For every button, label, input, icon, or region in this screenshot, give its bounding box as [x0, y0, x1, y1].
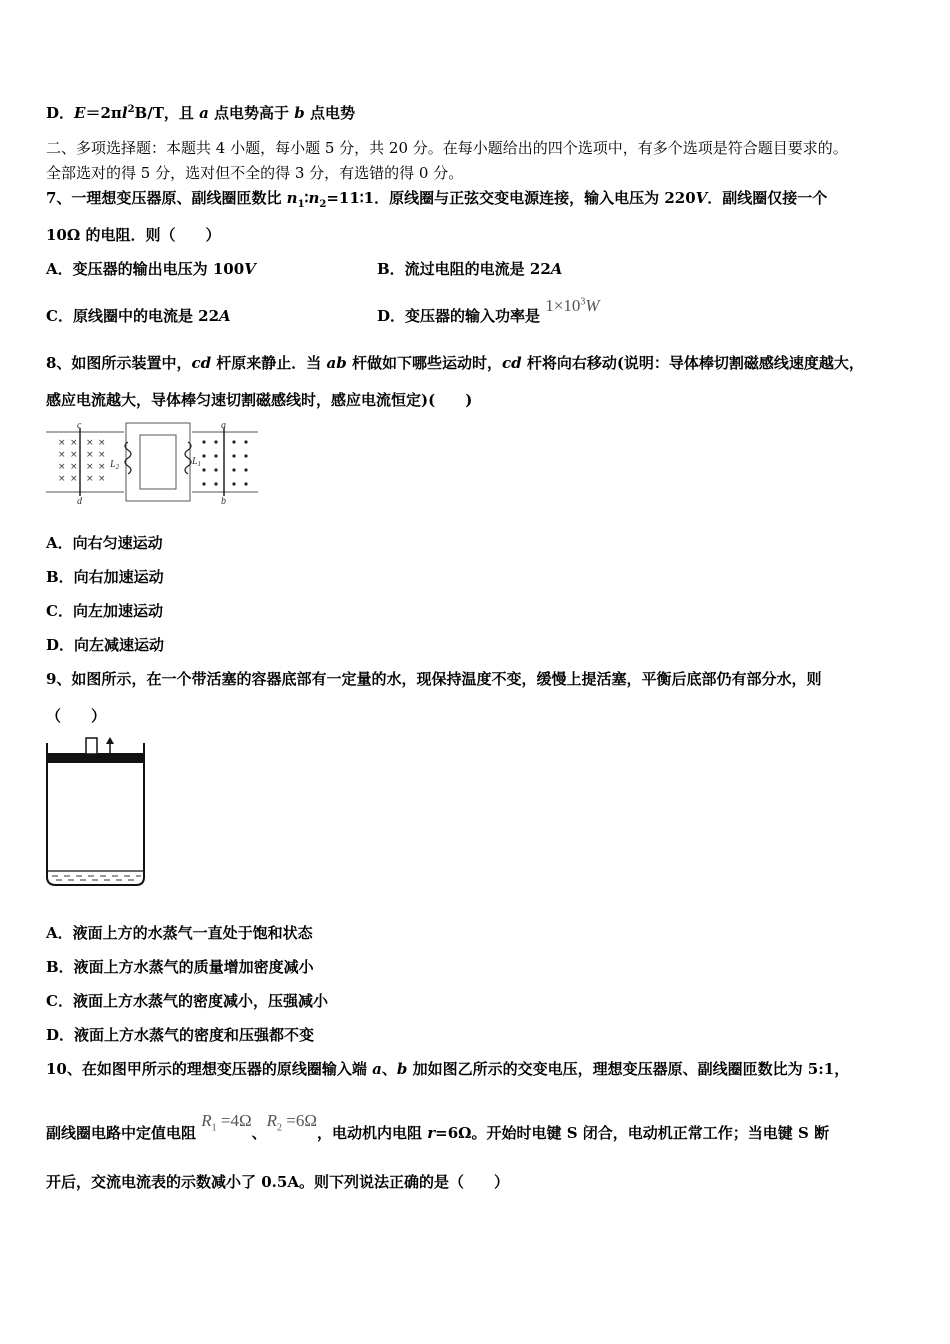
- q10-stem-line3: 开后，交流电流表的示数减小了 0.5A。则下列说法正确的是（ ）: [46, 1173, 509, 1191]
- cross-mark: ×: [86, 474, 94, 484]
- q8-option-c: C．向左加速运动: [46, 602, 163, 620]
- label-b: b: [221, 496, 226, 505]
- q7-option-c: C．原线圈中的电流是 22A: [46, 307, 231, 325]
- label-L2: $L_2$: [110, 459, 120, 471]
- q6-option-d: D．$E=2\pi l^2B/T$，且 a 点电势高于 b 点电势: [46, 104, 356, 122]
- label-a: a: [221, 420, 226, 431]
- cross-mark: ×: [58, 438, 66, 448]
- q7-option-b: B．流过电阻的电流是 22A: [377, 260, 563, 278]
- label-d: d: [77, 496, 82, 505]
- cross-mark: ×: [58, 474, 66, 484]
- q9-stem-line2: （ ）: [46, 707, 107, 725]
- q9-option-b: B．液面上方水蒸气的质量增加密度减小: [46, 958, 314, 976]
- section2-instructions-line1: 二、多项选择题：本题共 4 小题，每小题 5 分，共 20 分。在每小题给出的四个选项中，有多个选项是符合题目要求的。: [46, 139, 848, 157]
- q10-stem-line2: 副线圈电路中定值电阻 $R_1 =4\Omega$、$R_2 =6\Omega$，电动机内电阻 r=6Ω。开始时电键 S 闭合，电动机正常工作；当电键 S 断: [46, 1111, 830, 1142]
- q9-piston-container-figure: [44, 735, 148, 895]
- q9-option-d: D．液面上方水蒸气的密度和压强都不变: [46, 1026, 315, 1044]
- cross-mark: ×: [98, 474, 106, 484]
- cross-mark: ×: [70, 450, 78, 460]
- cross-mark: ×: [98, 450, 106, 460]
- q8-stem: 8、如图所示装置中，cd 杆原来静止．当 ab 杆做如下哪些运动时，cd 杆将向右移动(说明：导体棒切割磁感线速度越大，: [46, 354, 864, 372]
- q9-option-c: C．液面上方水蒸气的密度减小，压强减小: [46, 992, 328, 1010]
- q10-stem: 10、在如图甲所示的理想变压器的原线圈输入端 a、b 加如图乙所示的交变电压，理想变压器原、副线圈匝数比为 5:1，: [46, 1060, 850, 1078]
- q8-option-b: B．向右加速运动: [46, 568, 164, 586]
- q8-option-d: D．向左减速运动: [46, 636, 165, 654]
- cross-mark: ×: [98, 462, 106, 472]
- q7-stem: 7、一理想变压器原、副线圈匝数比 $n_1∶n_2=11∶1$．原线圈与正弦交变电源连接，输入电压为 220V．副线圈仅接一个: [46, 189, 828, 210]
- cross-mark: ×: [98, 438, 106, 448]
- cross-mark: ×: [58, 450, 66, 460]
- cross-mark: ×: [70, 474, 78, 484]
- cross-mark: ×: [86, 438, 94, 448]
- q7-option-d: D．变压器的输入功率是 $1\times 10^3W$: [377, 296, 600, 325]
- cross-mark: ×: [58, 462, 66, 472]
- q8-option-a: A．向右匀速运动: [46, 534, 163, 552]
- q9-option-a: A．液面上方的水蒸气一直处于饱和状态: [46, 924, 313, 942]
- cross-mark: ×: [86, 462, 94, 472]
- cross-mark: ×: [86, 450, 94, 460]
- q7-stem-line2: 10Ω 的电阻．则（ ）: [46, 226, 221, 244]
- cross-mark: ×: [70, 438, 78, 448]
- label-c: c: [77, 420, 82, 431]
- section2-instructions-line2: 全部选对的得 5 分，选对但不全的得 3 分，有选错的得 0 分。: [46, 164, 464, 182]
- q7-option-a: A．变压器的输出电压为 100V: [46, 260, 256, 278]
- label-L1: $L_1$: [192, 456, 202, 468]
- cross-mark: ×: [70, 462, 78, 472]
- q9-stem: 9、如图所示，在一个带活塞的容器底部有一定量的水，现保持温度不变，缓慢上提活塞，平衡后底部仍有部分水，则: [46, 670, 822, 688]
- q8-stem-line2: 感应电流越大，导体棒匀速切割磁感线时，感应电流恒定)( ): [46, 391, 473, 409]
- q8-rail-figure: [46, 420, 258, 505]
